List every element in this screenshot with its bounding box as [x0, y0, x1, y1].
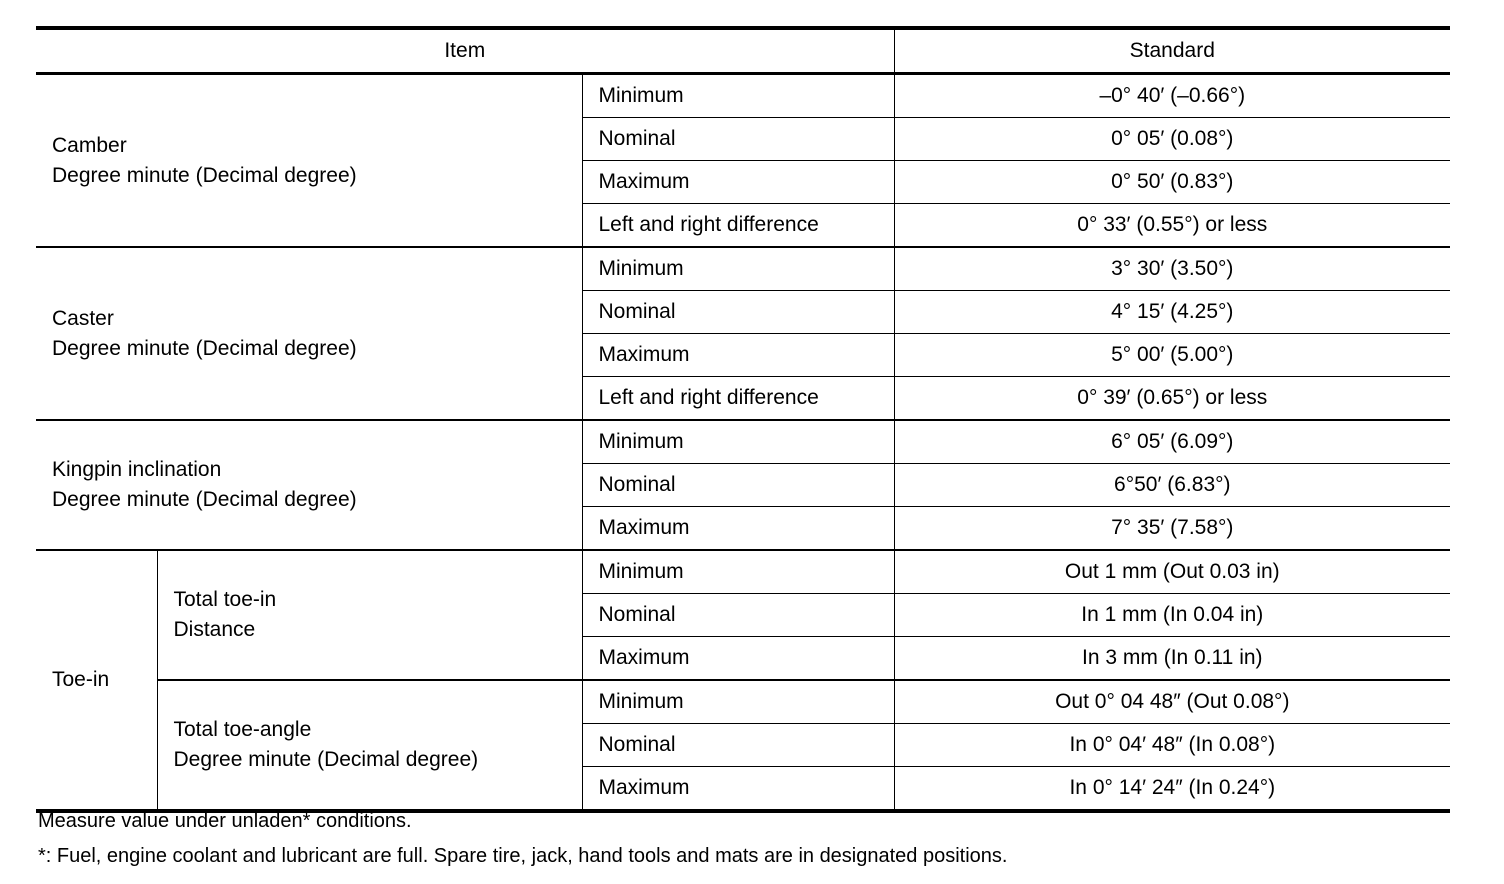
- row-label: Nominal: [582, 724, 894, 767]
- row-label: Minimum: [582, 550, 894, 594]
- row-value: 6° 05′ (6.09°): [894, 420, 1450, 464]
- row-label: Maximum: [582, 334, 894, 377]
- total-toe-angle-label: Total toe-angle Degree minute (Decimal degree): [157, 680, 582, 811]
- row-value: 6°50′ (6.83°): [894, 464, 1450, 507]
- row-label: Nominal: [582, 118, 894, 161]
- header-item: Item: [36, 28, 894, 74]
- table-header-row: [36, 28, 1450, 74]
- row-label: Minimum: [582, 74, 894, 118]
- row-label: Minimum: [582, 680, 894, 724]
- footnote-unladen-definition: *: Fuel, engine coolant and lubricant are full. Spare tire, jack, hand tools and mats are in designated positions.: [38, 845, 1008, 867]
- row-label: Nominal: [582, 291, 894, 334]
- kingpin-label: Kingpin inclination Degree minute (Decimal degree): [36, 420, 582, 550]
- row-value: 0° 50′ (0.83°): [894, 161, 1450, 204]
- table-row: [36, 74, 1450, 118]
- table-row: [36, 550, 1450, 594]
- row-label: Maximum: [582, 161, 894, 204]
- row-value: 0° 05′ (0.08°): [894, 118, 1450, 161]
- row-value: 7° 35′ (7.58°): [894, 507, 1450, 551]
- row-value: Out 1 mm (Out 0.03 in): [894, 550, 1450, 594]
- table-row: [36, 420, 1450, 464]
- wheel-alignment-spec-table: [36, 26, 1450, 813]
- row-label: Maximum: [582, 767, 894, 812]
- row-label: Nominal: [582, 594, 894, 637]
- camber-label: Camber Degree minute (Decimal degree): [36, 74, 582, 248]
- header-standard: Standard: [894, 28, 1450, 74]
- row-label: Nominal: [582, 464, 894, 507]
- table-row: [36, 680, 1450, 724]
- total-toe-in-label: Total toe-in Distance: [157, 550, 582, 680]
- row-value: In 0° 14′ 24″ (In 0.24°): [894, 767, 1450, 812]
- row-value: 5° 00′ (5.00°): [894, 334, 1450, 377]
- row-value: –0° 40′ (–0.66°): [894, 74, 1450, 118]
- row-value: 3° 30′ (3.50°): [894, 247, 1450, 291]
- table-row: [36, 247, 1450, 291]
- row-value: 0° 39′ (0.65°) or less: [894, 377, 1450, 421]
- row-label: Minimum: [582, 420, 894, 464]
- row-value: In 3 mm (In 0.11 in): [894, 637, 1450, 681]
- footnote-measure-condition: Measure value under unladen* conditions.: [38, 810, 412, 832]
- row-value: Out 0° 04 48″ (Out 0.08°): [894, 680, 1450, 724]
- row-value: 4° 15′ (4.25°): [894, 291, 1450, 334]
- row-label: Left and right difference: [582, 204, 894, 248]
- row-value: In 1 mm (In 0.04 in): [894, 594, 1450, 637]
- row-value: In 0° 04′ 48″ (In 0.08°): [894, 724, 1450, 767]
- row-label: Left and right difference: [582, 377, 894, 421]
- toe-in-label: Toe-in: [36, 550, 157, 811]
- caster-label: Caster Degree minute (Decimal degree): [36, 247, 582, 420]
- row-value: 0° 33′ (0.55°) or less: [894, 204, 1450, 248]
- row-label: Minimum: [582, 247, 894, 291]
- row-label: Maximum: [582, 507, 894, 551]
- row-label: Maximum: [582, 637, 894, 681]
